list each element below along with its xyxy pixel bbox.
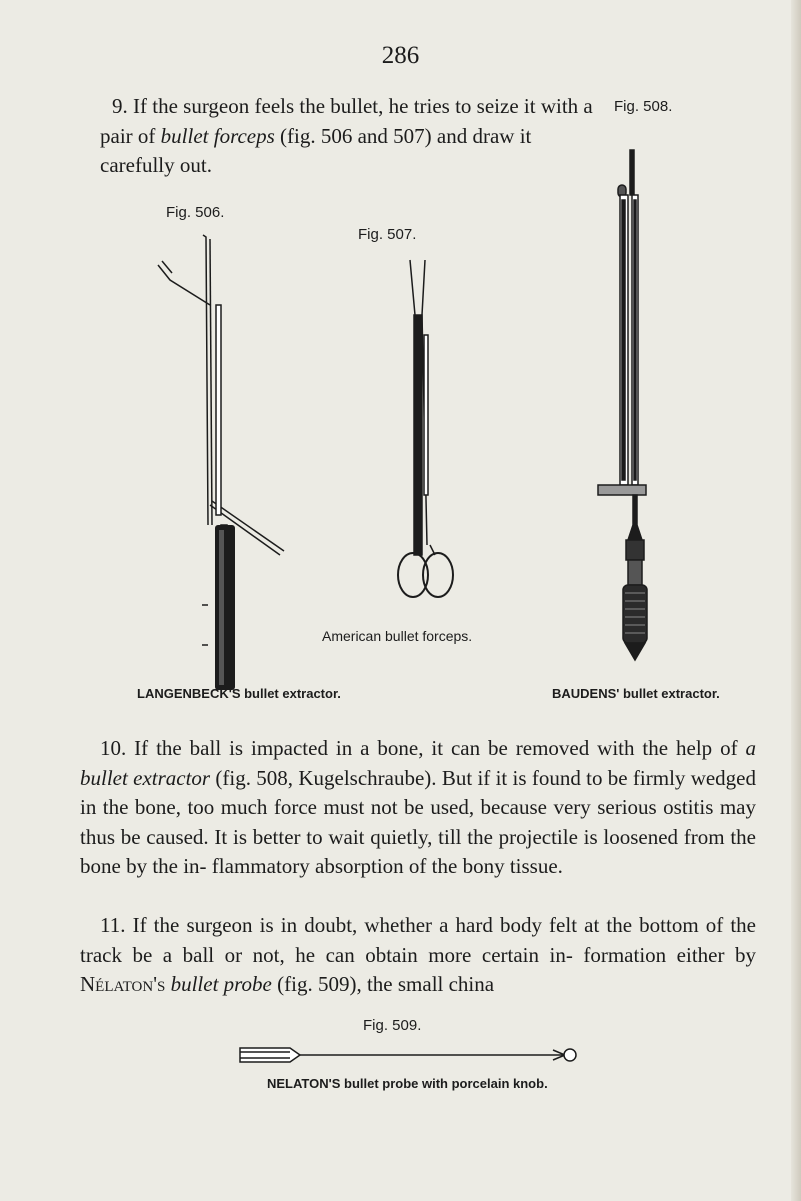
figure-509-caption: NELATON'S bullet probe with porcelain knob. bbox=[267, 1076, 548, 1091]
paragraph-text: (fig. 506 and 507) and draw it carefully out. bbox=[100, 123, 532, 177]
figure-506-label: Fig. 506. bbox=[166, 204, 225, 221]
figure-509-nelaton-probe bbox=[235, 1042, 585, 1068]
paragraph-text: If the ball is impacted in a bone, it can be removed with the help of bbox=[134, 736, 738, 760]
figure-507-label: Fig. 507. bbox=[358, 226, 417, 243]
paragraph-number: 10. bbox=[100, 736, 127, 760]
paragraph-10 bbox=[80, 734, 756, 882]
paragraph-text: (fig. 509), the small china bbox=[277, 972, 495, 996]
paragraph-text: (fig. 508, Kugelschraube). But if it is found to be firmly wedged in the bone, too much force must not be used, because very serious ostitis may thus be caused. It is better to wait quietly, till the projectile is loosened from the bone by the in- flammatory absorption of the bony tissue. bbox=[80, 765, 757, 878]
italic-term: a bullet extractor bbox=[80, 736, 756, 790]
figure-506-langenbeck-extractor bbox=[150, 225, 300, 695]
figure-508-label: Fig. 508. bbox=[614, 98, 673, 115]
italic-term: bullet probe bbox=[170, 972, 272, 996]
figure-509-label: Fig. 509. bbox=[363, 1017, 422, 1034]
paragraph-text: If the surgeon is in doubt, whether a hard body felt at the bottom of the track be a ball or not, he can obtain more certain in- formation either by bbox=[80, 913, 757, 967]
figure-507-caption: American bullet forceps. bbox=[322, 628, 473, 644]
figure-507-american-forceps bbox=[365, 255, 495, 605]
page-edge-shadow bbox=[791, 0, 801, 1201]
paragraph-11 bbox=[80, 911, 756, 1000]
paragraph-number: 11. bbox=[100, 913, 126, 937]
page-number: 286 bbox=[381, 42, 420, 69]
author-name: Nélaton's bbox=[80, 972, 166, 996]
figure-508-caption: BAUDENS' bullet extractor. bbox=[552, 686, 720, 701]
paragraph-text: If the surgeon feels the bullet, he tries to seize it with a pair of bbox=[100, 94, 593, 148]
paragraph-9 bbox=[100, 92, 598, 181]
figure-508-baudens-extractor bbox=[590, 145, 680, 665]
paragraph-number: 9. bbox=[112, 94, 128, 118]
italic-term: bullet forceps bbox=[160, 123, 275, 148]
figure-506-caption: LANGENBECK'S bullet extractor. bbox=[137, 686, 341, 701]
